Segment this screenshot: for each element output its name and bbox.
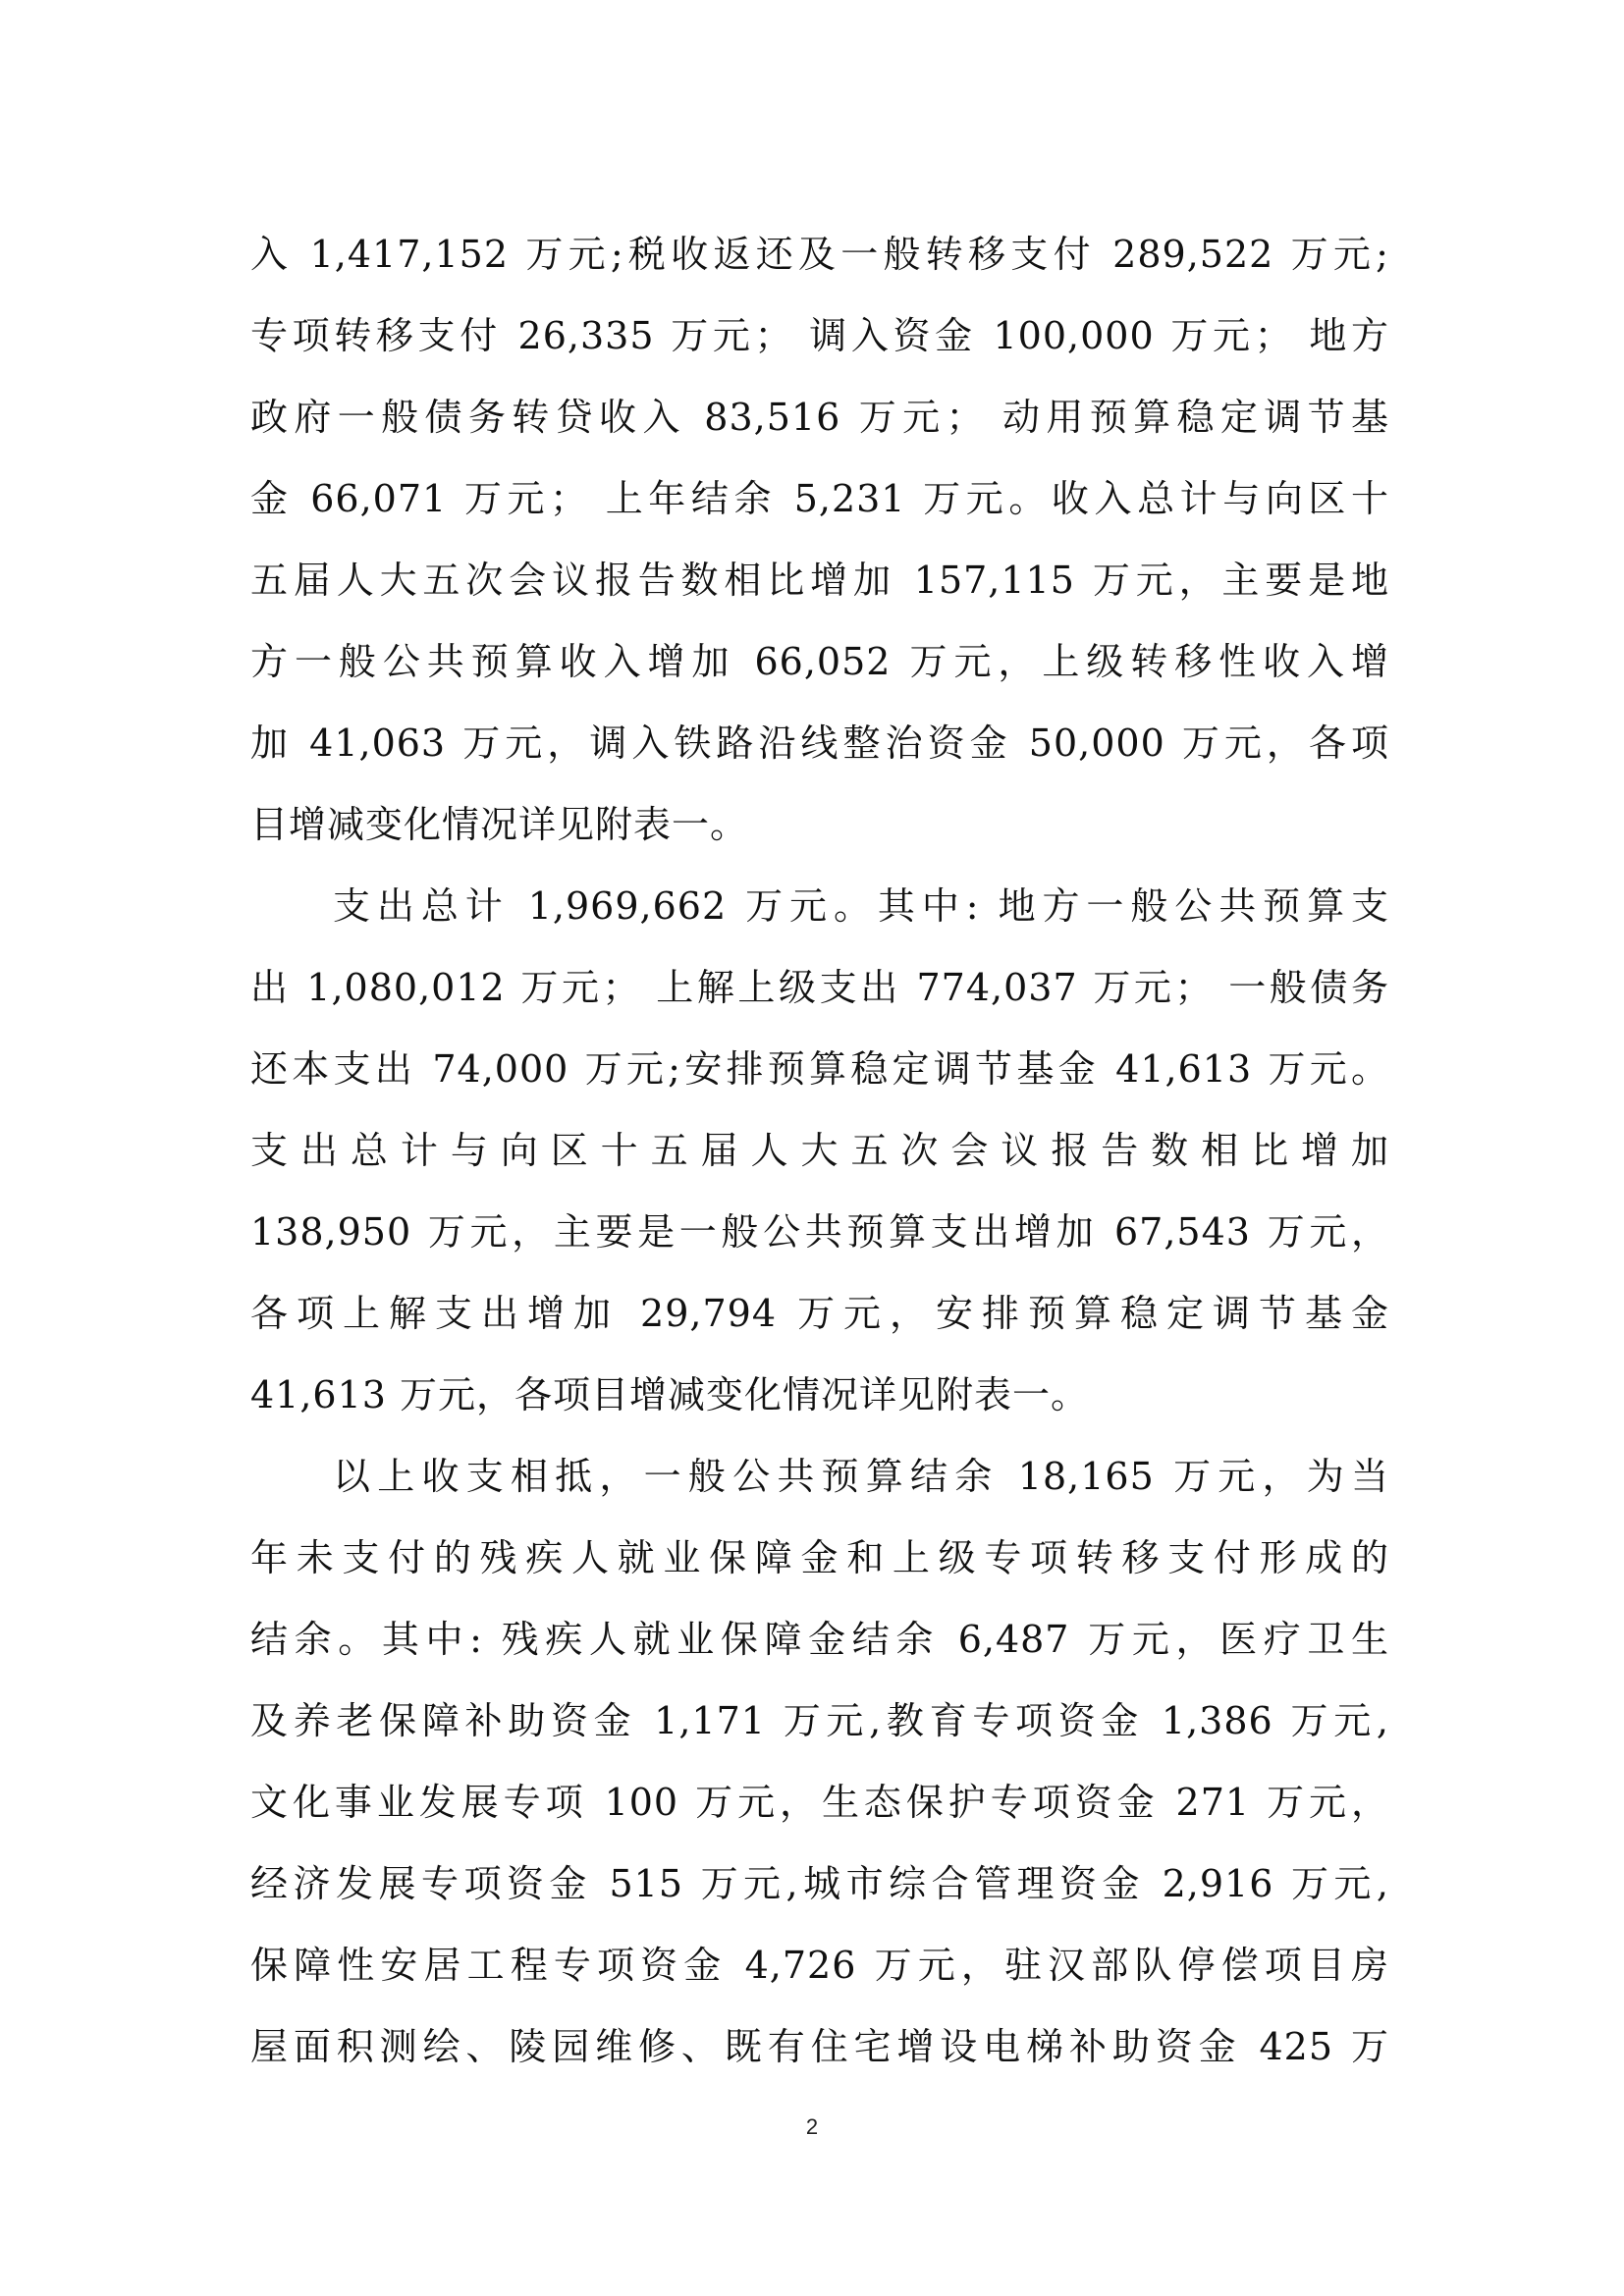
text-line: 目增减变化情况详见附表一。 bbox=[250, 803, 749, 846]
body-text bbox=[250, 214, 1389, 2088]
page-number: 2 bbox=[805, 2114, 819, 2139]
text-line: 还本支出 74,000 万元;安排预算稳定调节基金 41,613 万元。 bbox=[250, 1047, 1389, 1091]
text-line: 出 1,080,012 万元； 上解上级支出 774,037 万元； 一般债务 bbox=[250, 966, 1389, 1009]
text-line: 138,950 万元，主要是一般公共预算支出增加 67,543 万元， bbox=[250, 1210, 1389, 1254]
text-line: 以上收支相抵，一般公共预算结余 18,165 万元，为当 bbox=[333, 1455, 1389, 1498]
text-line: 保障性安居工程专项资金 4,726 万元，驻汉部队停偿项目房 bbox=[250, 1944, 1389, 1987]
text-line: 结余。其中: 残疾人就业保障金结余 6,487 万元，医疗卫生 bbox=[250, 1618, 1389, 1661]
text-line: 专项转移支付 26,335 万元； 调入资金 100,000 万元； 地方 bbox=[250, 314, 1389, 357]
text-line: 经济发展专项资金 515 万元,城市综合管理资金 2,916 万元, bbox=[250, 1862, 1389, 1905]
text-line: 屋面积测绘、陵园维修、既有住宅增设电梯补助资金 425 万 bbox=[250, 2025, 1389, 2068]
text-line: 支出总计与向区十五届人大五次会议报告数相比增加 bbox=[250, 1129, 1389, 1172]
text-line: 金 66,071 万元； 上年结余 5,231 万元。收入总计与向区十 bbox=[250, 477, 1389, 520]
text-line: 入 1,417,152 万元;税收返还及一般转移支付 289,522 万元; bbox=[250, 233, 1389, 276]
text-line: 政府一般债务转贷收入 83,516 万元； 动用预算稳定调节基 bbox=[250, 396, 1389, 439]
text-line: 支出总计 1,969,662 万元。其中: 地方一般公共预算支 bbox=[333, 884, 1389, 928]
text-line: 及养老保障补助资金 1,171 万元,教育专项资金 1,386 万元, bbox=[250, 1699, 1389, 1742]
text-line: 方一般公共预算收入增加 66,052 万元，上级转移性收入增 bbox=[250, 640, 1389, 683]
text-line: 加 41,063 万元，调入铁路沿线整治资金 50,000 万元，各项 bbox=[250, 721, 1389, 765]
text-line: 各项上解支出增加 29,794 万元，安排预算稳定调节基金 bbox=[250, 1292, 1389, 1335]
text-line: 41,613 万元，各项目增减变化情况详见附表一。 bbox=[250, 1373, 1090, 1416]
text-line: 五届人大五次会议报告数相比增加 157,115 万元，主要是地 bbox=[250, 559, 1389, 602]
text-line: 文化事业发展专项 100 万元，生态保护专项资金 271 万元， bbox=[250, 1781, 1389, 1824]
text-line: 年未支付的残疾人就业保障金和上级专项转移支付形成的 bbox=[250, 1536, 1389, 1579]
